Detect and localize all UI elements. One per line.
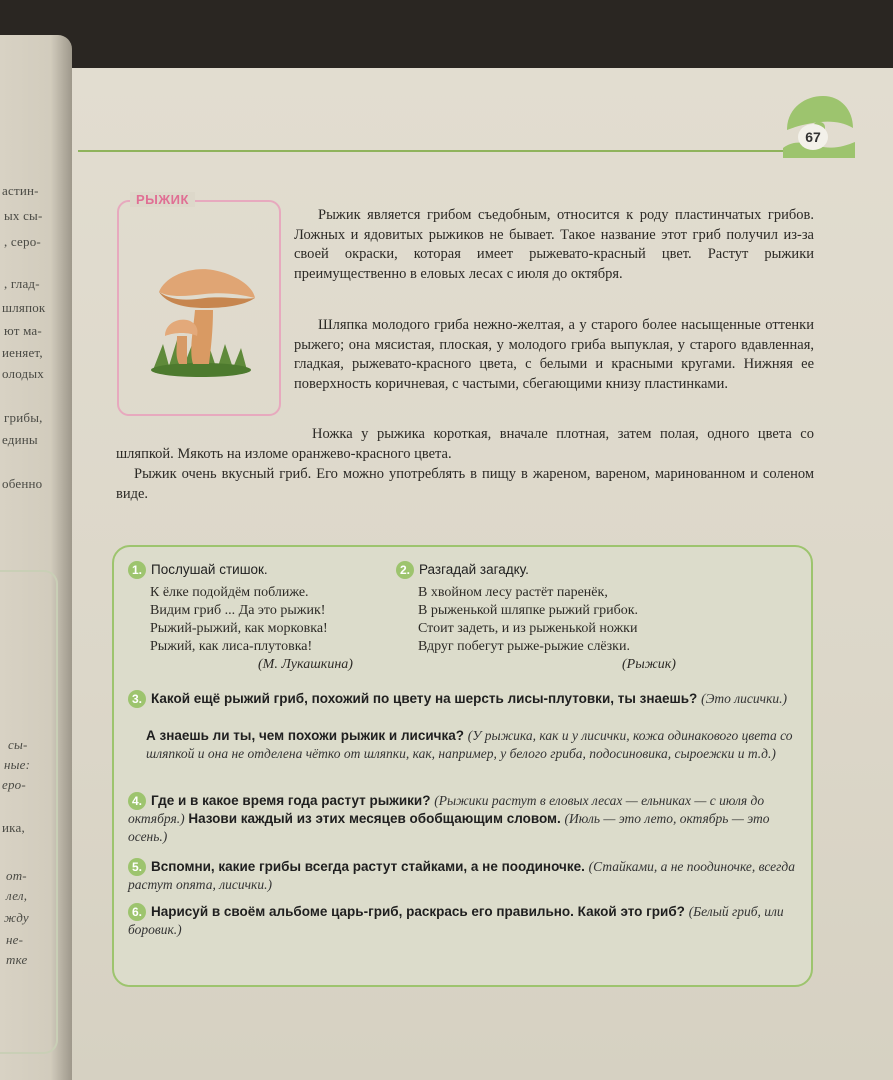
left-text-fragment: ых сы-: [4, 208, 43, 223]
task-3-followup: [146, 727, 796, 763]
task-question: Где и в какое время года растут рыжики?: [151, 793, 431, 808]
task-number-badge: 6.: [128, 903, 146, 921]
task-answer: (Рыжики растут в еловых лесах — ельниках — с июля до октября.): [128, 793, 765, 826]
task-question: Вспомни, какие грибы всегда растут стайками, а не поодиночке.: [151, 859, 585, 874]
task-number-badge: 1.: [128, 561, 146, 579]
task-number-badge: 5.: [128, 858, 146, 876]
article-paragraph: Рыжик является грибом съедобным, относится к роду пластинчатых грибов. Ложных и ядовитых рыжиков не бывает. Такое название этот гриб получил из-за своей окраски, которая имеет рыжевато-красный цвет. Растут рыжики преимущественно в еловых лесах с июля до октября.: [294, 207, 814, 282]
task-4: [128, 792, 796, 846]
task-question: Какой ещё рыжий гриб, похожий по цвету на шерсть лисы-плутовки, ты знаешь?: [151, 691, 698, 706]
left-text-fragment: обенно: [2, 476, 43, 491]
left-text-fragment: , серо-: [4, 234, 41, 249]
page-number: 67: [798, 124, 828, 150]
riddle-line: Стоит задеть, и из рыженькой ножки: [418, 621, 638, 636]
left-text-fragment: астин-: [2, 183, 39, 198]
left-text-fragment: жду: [4, 910, 29, 925]
mushroom-illustration: [143, 252, 261, 380]
left-text-fragment: не-: [6, 932, 24, 947]
left-text-fragment: ика,: [2, 820, 25, 835]
left-text-fragment: ные:: [4, 757, 31, 772]
riddle-line: В рыженькой шляпке рыжий грибок.: [418, 603, 638, 618]
poem-line: К ёлке подойдём поближе.: [150, 585, 309, 600]
task-number-badge: 3.: [128, 690, 146, 708]
task-5: [128, 858, 796, 894]
poem-line: Рыжий-рыжий, как морковка!: [150, 621, 328, 636]
task-answer: (Белый гриб, или боровик.): [128, 904, 784, 937]
left-text-fragment: сы-: [8, 737, 28, 752]
riddle-answer: (Рыжик): [622, 657, 676, 672]
left-text-fragment: грибы,: [4, 410, 43, 425]
task-number-badge: 2.: [396, 561, 414, 579]
task-question: А знаешь ли ты, чем похожи рыжик и лисичка?: [146, 728, 465, 743]
article-title: РЫЖИК: [130, 192, 195, 207]
left-text-fragment: лел,: [6, 888, 28, 903]
left-text-fragment: ют ма-: [4, 323, 42, 338]
task-number-badge: 4.: [128, 792, 146, 810]
header-rule: [78, 150, 818, 152]
task-question: Нарисуй в своём альбоме царь-гриб, раскрась его правильно. Какой это гриб?: [151, 904, 685, 919]
poem-author: (М. Лукашкина): [258, 657, 353, 672]
article-paragraph: [116, 425, 814, 464]
poem-line: Рыжий, как лиса-плутовка!: [150, 639, 313, 654]
left-text-fragment: едины: [2, 432, 38, 447]
task-answer: (Это лисички.): [701, 691, 788, 706]
left-page-frame: [0, 570, 58, 1054]
poem: [150, 584, 390, 674]
task-answer: (Июль — это лето, октябрь — это осень.): [128, 811, 770, 844]
riddle-line: Вдруг побегут рыже-рыжие слёзки.: [418, 639, 630, 654]
left-text-fragment: еро-: [2, 777, 26, 792]
riddle-line: В хвойном лесу растёт паренёк,: [418, 585, 608, 600]
left-text-fragment: , глад-: [4, 276, 40, 291]
left-text-fragment: тке: [6, 952, 28, 967]
poem-line: Видим гриб ... Да это рыжик!: [150, 603, 326, 618]
riddle: [418, 584, 718, 674]
task-6: [128, 903, 796, 939]
left-text-fragment: олодых: [2, 366, 44, 381]
task-2-title: Разгадай загадку.: [419, 562, 529, 577]
task-1-title: Послушай стишок.: [151, 562, 268, 577]
article-paragraph: Рыжик очень вкусный гриб. Его можно употреблять в пищу в жареном, вареном, маринованном и соленом виде.: [116, 466, 814, 502]
article-paragraph: Шляпка молодого гриба нежно-желтая, а у старого более насыщенные оттенки рыжего; она мясистая, плоская, у молодого гриба выпуклая, у старого вдавленная, гладкая, рыжевато-красного цвета, с белыми и красными кругами. Нижняя ее поверхность коричневая, с частыми, сбегающими книзу пластинками.: [294, 317, 814, 392]
task-1-header: [128, 561, 268, 579]
task-answer: (У рыжика, как и у лисички, кожа одинакового цвета со шляпкой и она не отделена чётко от шляпки, как, например, у белого гриба, подосиновика, сыроежки и т.д.): [146, 728, 793, 761]
article-paragraph-text: Ножка у рыжика короткая, вначале плотная, затем полая, одного цвета со шляпкой. Мякоть на изломе оранжево-красного цвета.: [116, 426, 814, 462]
left-text-fragment: иеняет,: [2, 345, 43, 360]
left-text-fragment: шляпок: [2, 300, 46, 315]
left-text-fragment: от-: [6, 868, 27, 883]
task-question: Назови каждый из этих месяцев обобщающим словом.: [188, 811, 561, 826]
task-3: [128, 690, 796, 708]
task-answer: (Стайками, а не поодиночке, всегда растут опята, лисички.): [128, 859, 796, 892]
task-2-header: [396, 561, 529, 579]
